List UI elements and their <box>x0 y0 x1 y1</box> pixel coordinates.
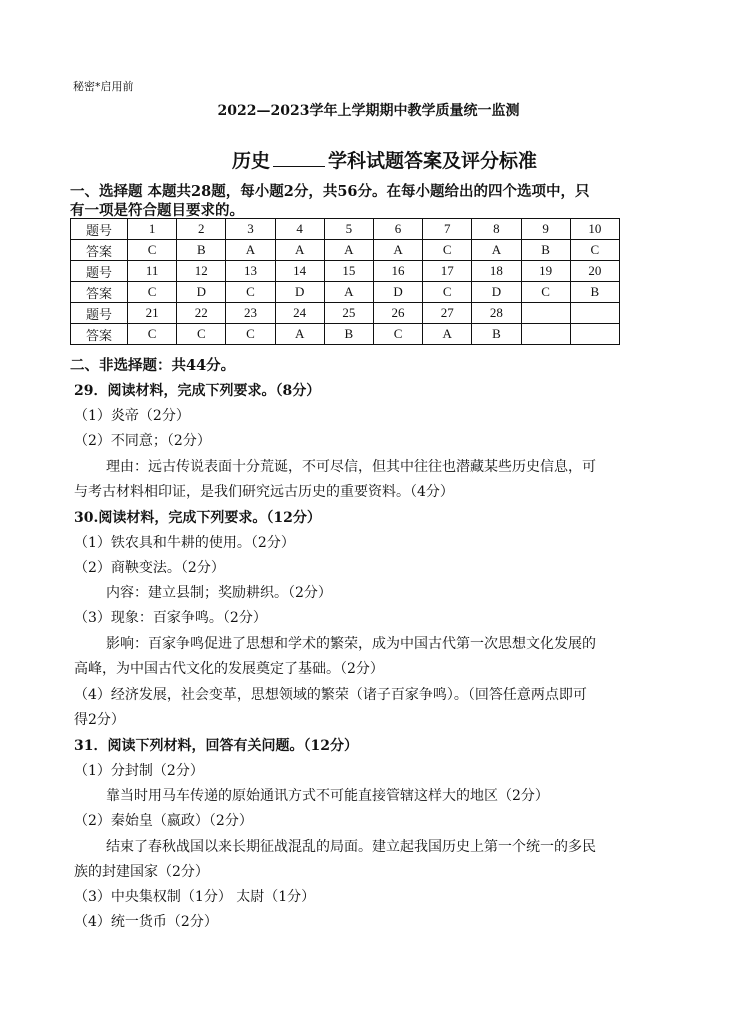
question-number-row <box>71 261 620 282</box>
subject-suffix: 学科试题答案及评分标准 <box>328 150 538 172</box>
answer-cell: C <box>128 282 177 303</box>
row-label-answer: 答案 <box>71 282 128 303</box>
answer-row <box>71 324 620 345</box>
answer-cell: B <box>472 324 521 345</box>
answer-cell: A <box>423 324 472 345</box>
confidential-label: 秘密*启用前 <box>73 80 134 93</box>
answer-cell: B <box>324 324 373 345</box>
q30-title: 30.阅读材料，完成下列要求。（12分） <box>74 510 321 526</box>
q31-title: 31．阅读下列材料，回答有关问题。（12分） <box>74 738 358 754</box>
answer-cell: C <box>226 282 275 303</box>
answer-cell <box>570 324 619 345</box>
question-number-cell <box>570 303 619 324</box>
question-number-cell: 19 <box>521 261 570 282</box>
q30-answer-2: （2）商鞅变法。（2分） <box>74 560 225 576</box>
row-label-answer: 答案 <box>71 240 128 261</box>
question-number-cell: 1 <box>128 219 177 240</box>
answer-cell: D <box>177 282 226 303</box>
answer-cell: C <box>373 324 422 345</box>
question-number-cell: 9 <box>521 219 570 240</box>
row-label-question: 题号 <box>71 261 128 282</box>
answer-cell: D <box>472 282 521 303</box>
question-number-cell: 14 <box>275 261 324 282</box>
q31-detail-line1: 结束了春秋战国以来长期征战混乱的局面。建立起我国历史上第一个统一的多民 <box>106 839 596 855</box>
subject-name: 历史 <box>232 150 271 172</box>
question-number-row <box>71 219 620 240</box>
question-number-cell: 28 <box>472 303 521 324</box>
row-label-question: 题号 <box>71 303 128 324</box>
question-number-row <box>71 303 620 324</box>
answer-row <box>71 240 620 261</box>
answer-cell: A <box>472 240 521 261</box>
answer-cell: A <box>275 240 324 261</box>
exam-title: 2022—2023学年上学期期中教学质量统一监测 <box>217 103 520 119</box>
answer-table <box>70 218 620 345</box>
answer-cell: A <box>324 240 373 261</box>
section2-title: 二、非选择题：共44分。 <box>70 357 236 374</box>
row-label-question: 题号 <box>71 219 128 240</box>
section1-line1: 一、选择题 本题共28题，每小题2分，共56分。在每小题给出的四个选项中，只 <box>70 183 590 200</box>
subject-underline <box>273 152 325 167</box>
question-number-cell: 2 <box>177 219 226 240</box>
question-number-cell: 18 <box>472 261 521 282</box>
question-number-cell: 10 <box>570 219 619 240</box>
answer-cell: C <box>226 324 275 345</box>
q31-answer-1: （1）分封制（2分） <box>74 763 204 779</box>
q31-answer-2: （2）秦始皇（嬴政）（2分） <box>74 813 253 829</box>
question-number-cell: 20 <box>570 261 619 282</box>
question-number-cell: 7 <box>423 219 472 240</box>
question-number-cell: 17 <box>423 261 472 282</box>
question-number-cell <box>521 303 570 324</box>
answer-cell: A <box>324 282 373 303</box>
question-number-cell: 12 <box>177 261 226 282</box>
q30-answer-3: （3）现象：百家争鸣。（2分） <box>74 610 267 626</box>
row-label-answer: 答案 <box>71 324 128 345</box>
question-number-cell: 8 <box>472 219 521 240</box>
answer-cell: A <box>373 240 422 261</box>
answer-row <box>71 282 620 303</box>
q30-answer-2-content: 内容：建立县制；奖励耕织。（2分） <box>106 585 332 601</box>
question-number-cell: 11 <box>128 261 177 282</box>
q30-impact-line1: 影响：百家争鸣促进了思想和学术的繁荣，成为中国古代第一次思想文化发展的 <box>106 636 596 652</box>
q29-reason-line2: 与考古材料相印证，是我们研究远古历史的重要资料。（4分） <box>74 484 454 500</box>
answer-cell: C <box>423 282 472 303</box>
answer-cell: B <box>570 282 619 303</box>
q31-answer-1-reason: 靠当时用马车传递的原始通讯方式不可能直接管辖这样大的地区（2分） <box>106 788 549 804</box>
q29-reason-line1: 理由：远古传说表面十分荒诞，不可尽信，但其中往往也潜藏某些历史信息，可 <box>106 459 596 475</box>
answer-cell <box>521 324 570 345</box>
question-number-cell: 3 <box>226 219 275 240</box>
question-number-cell: 21 <box>128 303 177 324</box>
answer-cell: C <box>521 282 570 303</box>
question-number-cell: 6 <box>373 219 422 240</box>
q29-answer-2: （2）不同意；（2分） <box>74 433 211 449</box>
answer-cell: D <box>373 282 422 303</box>
question-number-cell: 4 <box>275 219 324 240</box>
answer-cell: B <box>521 240 570 261</box>
answer-cell: C <box>128 240 177 261</box>
q30-impact-line2: 高峰，为中国古代文化的发展奠定了基础。（2分） <box>74 661 384 677</box>
question-number-cell: 13 <box>226 261 275 282</box>
q31-detail-line2: 族的封建国家（2分） <box>74 864 209 880</box>
question-number-cell: 25 <box>324 303 373 324</box>
question-number-cell: 27 <box>423 303 472 324</box>
answer-cell: D <box>275 282 324 303</box>
q30-answer-4-line2: 得2分） <box>74 712 125 728</box>
question-number-cell: 24 <box>275 303 324 324</box>
question-number-cell: 22 <box>177 303 226 324</box>
q30-answer-1: （1）铁农具和牛耕的使用。（2分） <box>74 535 295 551</box>
q30-answer-4-line1: （4）经济发展，社会变革，思想领域的繁荣（诸子百家争鸣）。（回答任意两点即可 <box>74 687 587 703</box>
q31-answer-4: （4）统一货币（2分） <box>74 914 218 930</box>
question-number-cell: 23 <box>226 303 275 324</box>
q31-answer-3: （3）中央集权制（1分） 太尉（1分） <box>74 889 316 905</box>
q29-answer-1: （1）炎帝（2分） <box>74 408 190 424</box>
question-number-cell: 16 <box>373 261 422 282</box>
answer-cell: C <box>177 324 226 345</box>
subject-title <box>232 146 537 173</box>
q29-title: 29．阅读材料，完成下列要求。（8分） <box>74 383 321 399</box>
answer-cell: C <box>128 324 177 345</box>
answer-cell: A <box>226 240 275 261</box>
answer-cell: C <box>570 240 619 261</box>
answer-cell: A <box>275 324 324 345</box>
question-number-cell: 5 <box>324 219 373 240</box>
question-number-cell: 15 <box>324 261 373 282</box>
answer-cell: C <box>423 240 472 261</box>
question-number-cell: 26 <box>373 303 422 324</box>
answer-cell: B <box>177 240 226 261</box>
section1-line2: 有一项是符合题目要求的。 <box>70 202 244 219</box>
